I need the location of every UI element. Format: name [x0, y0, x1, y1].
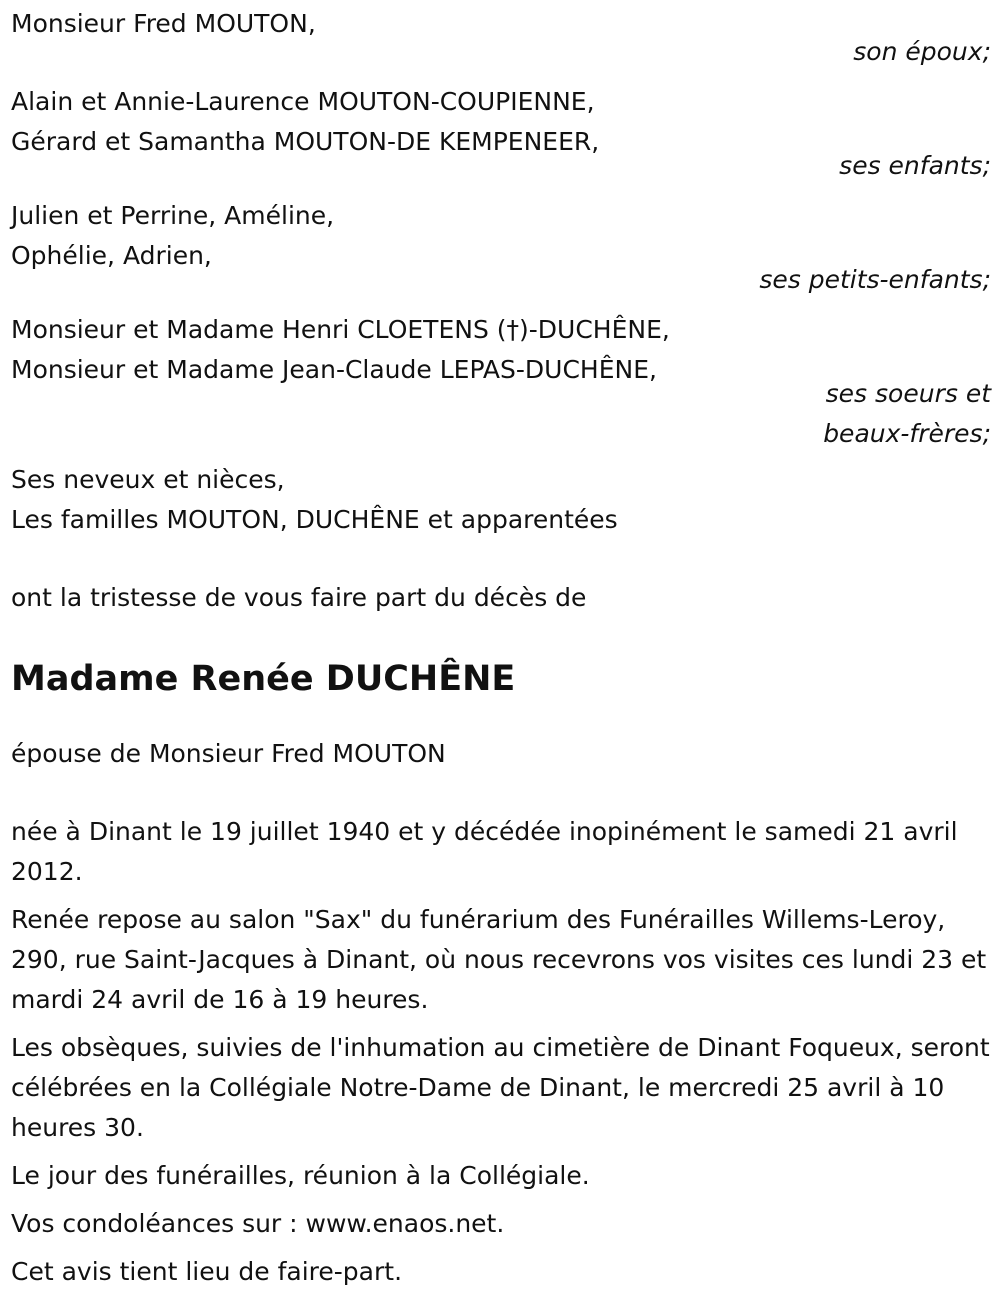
family-line: Gérard et Samantha MOUTON-DE KEMPENEER, — [11, 127, 600, 156]
announcement-text: ont la tristesse de vous faire part du décès de — [11, 583, 587, 612]
funeral-paragraph: Les obsèques, suivies de l'inhumation au cimetière de Dinant Foqueux, seront célébrées en la Collégiale Notre-Dame de Dinant, le mercredi 25 avril à 10 heures 30. — [11, 1033, 990, 1142]
relation-label: son époux; — [853, 37, 991, 66]
family-line: Ophélie, Adrien, — [11, 241, 212, 270]
family-line: Monsieur et Madame Jean-Claude LEPAS-DUCHÊNE, — [11, 355, 657, 384]
family-line: Julien et Perrine, Améline, — [11, 201, 335, 230]
notice-paragraph: Cet avis tient lieu de faire-part. — [11, 1257, 403, 1286]
extended-family-line: Ses neveux et nièces, — [11, 465, 285, 494]
meeting-paragraph: Le jour des funérailles, réunion à la Collégiale. — [11, 1161, 590, 1190]
birth-death-paragraph: née à Dinant le 19 juillet 1940 et y décédée inopinément le samedi 21 avril 2012. — [11, 817, 958, 886]
relation-label: ses soeurs et — [825, 379, 991, 408]
death-notice — [11, 4, 991, 1300]
visitation-paragraph: Renée repose au salon "Sax" du funérarium des Funérailles Willems-Leroy, 290, rue Saint-Jacques à Dinant, où nous recevrons vos visites ces lundi 23 et mardi 24 avril de 16 à 19 heures. — [11, 905, 987, 1014]
deceased-name: Madame Renée DUCHÊNE — [11, 659, 516, 699]
extended-family-line: Les familles MOUTON, DUCHÊNE et apparentées — [11, 505, 618, 534]
relation-label: ses enfants; — [839, 151, 991, 180]
extended-family — [11, 460, 991, 540]
relation-label: beaux-frères; — [823, 419, 991, 448]
family-line: Monsieur et Madame Henri CLOETENS (†)-DUCHÊNE, — [11, 315, 670, 344]
family-group-spouse — [11, 4, 991, 72]
family-group-children — [11, 82, 991, 186]
family-line: Monsieur Fred MOUTON, — [11, 9, 316, 38]
condolences-paragraph: Vos condoléances sur : www.enaos.net. — [11, 1209, 505, 1238]
spouse-line: épouse de Monsieur Fred MOUTON — [11, 739, 446, 768]
family-group-siblings — [11, 310, 991, 454]
family-line: Alain et Annie-Laurence MOUTON-COUPIENNE, — [11, 87, 595, 116]
family-group-grandchildren — [11, 196, 991, 300]
relation-label: ses petits-enfants; — [759, 265, 991, 294]
